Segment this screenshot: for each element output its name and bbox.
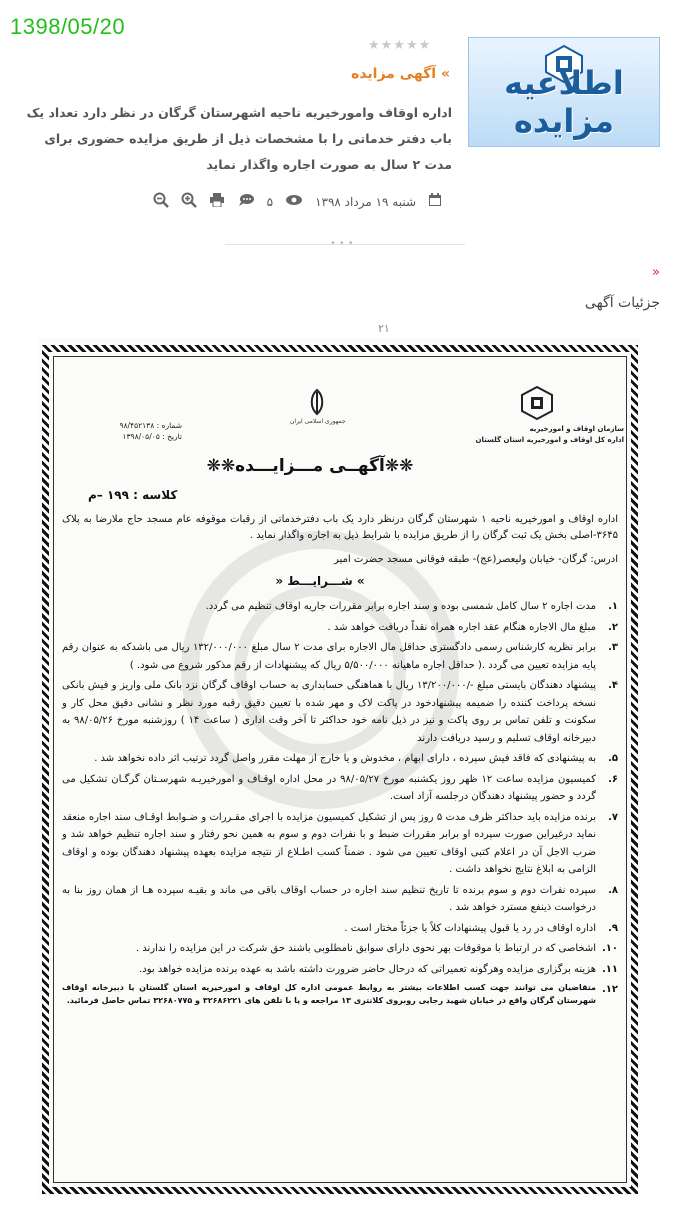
condition-text: کمیسیون مزایده ساعت ۱۲ ظهر روز یکشنبه مورخ ۹۸/۰۵/۲۷ در محل اداره اوقـاف و امورخیریـه شهرسـتان گرگـان تشکیل می گردد و حضور پیشنهاد دهندگان درجلسه آزاد است. (62, 773, 596, 802)
organization-name (444, 424, 624, 446)
details-label: جزئیات آگهی (584, 295, 660, 311)
condition-number: ۱۱. (601, 963, 618, 975)
condition-item (62, 920, 618, 938)
view-count: ۵ (266, 195, 274, 209)
condition-number: ۳. (608, 642, 618, 653)
condition-item (62, 750, 618, 768)
org-line-2: اداره کل اوقاف و امورخیریه استان گلستان (475, 436, 624, 444)
iran-emblem-icon (300, 388, 334, 416)
thumbnail-text: اطلاعیه مزایده (504, 64, 624, 140)
condition-number: ۸. (608, 884, 618, 896)
conditions-list (62, 598, 618, 1010)
condition-number: ۴. (608, 680, 618, 691)
awqaf-logo-icon (520, 386, 554, 420)
condition-item (62, 598, 618, 616)
condition-number: ۱۲. (601, 984, 618, 995)
condition-text: مدت اجاره ۲ سال کامل شمسی بوده و سند اجاره برابر مقررات جاریه اوقاف تنظیم می گردد. (205, 601, 596, 612)
condition-item (62, 940, 618, 958)
letter-date: تاریخ : ۱۳۹۸/۰۵/۰۵ (122, 432, 182, 441)
print-icon[interactable] (209, 193, 225, 211)
condition-item (62, 809, 618, 879)
condition-item (62, 961, 618, 979)
calendar-icon (428, 193, 442, 211)
case-number: کلاسه : ۱۹۹ –م (88, 488, 178, 502)
condition-number: ۱۰. (601, 943, 618, 954)
org-line-1: سازمان اوقاف و امورخیریه (529, 425, 624, 433)
condition-item (62, 981, 618, 1007)
article-thumbnail[interactable] (468, 37, 660, 147)
condition-number: ۹. (608, 922, 618, 934)
condition-text: سپرده نفرات دوم و سوم برنده تا تاریخ تنظیم سند اجاره در حساب اوقاف باقی می ماند و بقیـه سپرده هـا از همان روز بنا به درخواست ذینفع مسترد خواهد شد . (62, 884, 596, 913)
zoom-out-icon[interactable] (153, 192, 169, 212)
condition-text: هزینه برگزاری مزایده وهرگونه تعمیراتی که درحال حاضر ضرورت داشته باشد به عهده برنده مزایده خواهد بود. (139, 963, 596, 975)
rating-stars[interactable]: ★★★★★ (368, 38, 432, 53)
condition-text: اشخاصی که در ارتباط با موقوفات بهر نحوی دارای سوابق نامطلوبی باشند حق شرکت در این مزایده را ندارند . (135, 943, 596, 954)
article-summary: اداره اوقاف وامورخیریه ناحیه اشهرستان گرگان در نظر دارد تعداد یک باب دفتر خدماتی را با مشخصات ذیل از طریق مزایده حضوری برای مدت ۲ سال به صورت اجاره واگذار نماید (26, 105, 452, 172)
conditions-title: » شـــرایـــط « (275, 574, 365, 588)
condition-item (62, 771, 618, 806)
zoom-in-icon[interactable] (181, 192, 197, 212)
page-number: ۲۱ (378, 322, 390, 335)
condition-item (62, 677, 618, 747)
category-label: آگهی مزایده (351, 66, 437, 82)
condition-number: ۶. (608, 773, 618, 785)
comment-icon[interactable] (237, 193, 255, 211)
iran-caption: جمهوری اسلامی ایران (290, 418, 346, 425)
eye-icon (285, 194, 303, 210)
condition-text: پیشنهاد دهندگان بایستی مبلغ -/۱۳/۲۰۰/۰۰۰ ریال با هماهنگی حسابداری به حساب اوقاف گرگان نزد بانک ملی واریز و فیش بانکی نسخه پرداخت کننده را ضمیمه پیشنهادخود در پاکت لاک و مهر شده با تعیین دقیق رقبه مورد نظر و نشانی دقیق محل کار و سکونت و تلفن تماس بر روی پاکت و نیز در ذیل نامه خود حداکثر تا آخر وقت اداری ( ساعت ۱۴ ) روزشنبه مورخ ۹۸/۰۵/۲۶ به دبیرخانه اوقاف تسلیم و رسید دریافت دارند (62, 680, 597, 744)
condition-text: اداره اوقاف در رد یا قبول پیشنهادات کلاً یا جزئاً مختار است . (344, 922, 596, 934)
document-intro: اداره اوقاف و امورخیریه ناحیه ۱ شهرستان گرگان درنظر دارد یک باب دفترخدماتی از رقبات موقوفه عام مسجد حاج ملارضا به پلاک ۳۶۴۵-اصلی بخش یک ثبت گرگان را از طریق مزایده با شرایط ذیل به اجاره واگذار نماید . (62, 514, 619, 541)
stamp-date: 1398/05/20 (10, 14, 126, 39)
document-address: ادرس: گرگان- خیابان ولیعصر(عج)- طبقه فوقانی مسجد حضرت امیر (334, 554, 618, 565)
article-header (0, 0, 690, 260)
condition-text: مبلغ مال الاجاره هنگام عقد اجاره همراه نقداً دریافت خواهد شد . (327, 621, 596, 633)
article-date: شنبه ۱۹ مرداد ۱۳۹۸ (315, 195, 416, 209)
category-arrow-icon: » (440, 66, 450, 82)
details-arrow-icon: » (652, 265, 660, 280)
condition-number: ۱. (608, 601, 618, 612)
document-title: ❋❋آگهــی مـــزایـــده❋❋ (206, 456, 414, 476)
condition-item (62, 882, 618, 917)
letter-number-block (92, 420, 182, 442)
condition-text: متقاضیان می توانند جهت کسب اطلاعات بیشتر به روابط عمومی اداره کل اوقاف و امورخیریه استان گلستان یا دبیرخانه اوقاف شهرستان گرگان واقع در خیابان شهید رجایی روبروی کلانتری ۱۳ مراجعه و یا با تلفن های ۳۲۶۸۶۲۲۱ و ۳۲۶۸۰۷۷۵ تماس حاصل فرمائید. (62, 983, 596, 1005)
condition-text: برابر نظریه کارشناس رسمی دادگستری حداقل مال الاجاره برای مدت ۲ سال مبلغ ۱۳۲/۰۰۰/۰۰۰ ریال می باشدکه به عنوان رقم پایه مزایده تعیین می گردد .( حداقل اجاره ماهیانه ۵/۵۰۰/۰۰۰ ریال که پیشنهادات از رقم مذکور شروع می شود. ) (62, 642, 597, 671)
condition-number: ۵. (608, 753, 618, 764)
condition-text: به پیشنهادی که فاقد فیش سپرده ، دارای ابهام ، مخدوش و یا خارج از مهلت مقرر واصل گردد ترتیب اثر داده نخواهد شد . (94, 753, 596, 764)
condition-number: ۷. (608, 811, 618, 823)
condition-text: برنده مزایده باید حداکثر ظرف مدت ۵ روز پس از تشکیل کمیسیون مزایده با اجرای مقـررات و ضـوابط اوقـاف سند اجاره منعقد نماید درغیراین صورت سپرده او برابر مقررات ضبط و با نفرات دوم و سوم به همین نحو رفتار و سند اجاره تنظیم خواهد شد و ضرب الاجل آن در اعلام کتبی اوقاف تعیین می شود . ضمناً کسب اطـلاع از نتیجه مزایده بعهده پیشنهاد دهندگان بوده و اوقاف الزامی به ابلاغ نتایج نخواهد داشت . (62, 811, 596, 875)
condition-item (62, 619, 618, 637)
article-meta (112, 190, 442, 214)
condition-number: ۲. (608, 621, 618, 633)
divider-dots: ••• (330, 238, 357, 249)
condition-item (62, 639, 618, 674)
letter-number: شماره : ۹۸/۴۵۲۱۳۸ (119, 421, 182, 430)
category-link[interactable] (351, 66, 450, 82)
